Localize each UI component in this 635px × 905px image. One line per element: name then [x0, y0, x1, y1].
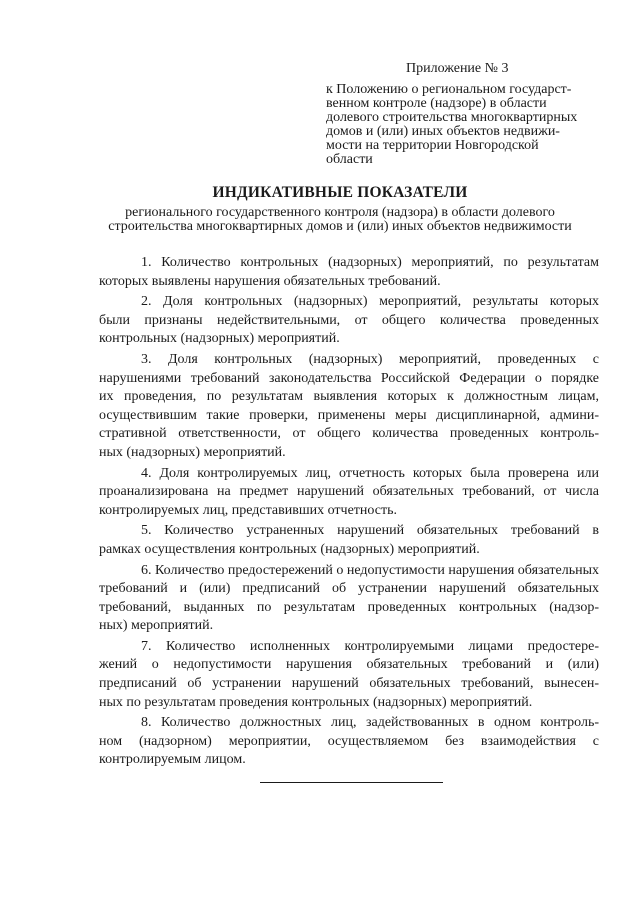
text-line: 7. Количество исполненных контролируемыми лицами предостере- [141, 638, 599, 654]
text-line: были признаны недействительными, от общего количества проведенных [99, 312, 599, 328]
text-line: контролируемых лиц, представивших отчетность. [99, 502, 397, 518]
appendix-line: долевого строительства многоквартирных [326, 110, 578, 125]
text-line: контрольных (надзорных) мероприятий. [99, 331, 340, 347]
end-divider [260, 782, 443, 783]
text-line: рамках осуществления контрольных (надзорных) мероприятий. [99, 541, 480, 557]
appendix-title: Приложение № 3 [406, 61, 509, 76]
indicator-item-2 [99, 293, 599, 349]
appendix-line: венном контроле (надзоре) в области [326, 96, 547, 111]
indicator-item-8 [99, 714, 599, 770]
indicator-item-4 [99, 465, 599, 521]
text-line: ном (надзорном) мероприятии, осуществляемом без взаимодействия с [99, 733, 599, 749]
appendix-line: к Положению о региональном государст- [326, 82, 572, 97]
document-subheading [40, 206, 635, 234]
text-line: предписаний об устранении нарушений обязательных требований, вынесен- [99, 676, 599, 692]
text-line: ных) мероприятий. [99, 618, 214, 634]
text-line: их проведения, по результатам выявления которых к должностным лицам, [99, 389, 599, 405]
text-line: требований, выданных по результатам проведенных контрольных (надзор- [99, 599, 599, 615]
text-line: проанализирована на предмет нарушений обязательных требований, от числа [99, 484, 599, 500]
indicator-item-3 [99, 351, 599, 463]
text-line: 1. Количество контрольных (надзорных) мероприятий, по результатам [141, 255, 599, 270]
text-line: 2. Доля контрольных (надзорных) мероприятий, результаты которых [141, 294, 599, 310]
text-line: 5. Количество устраненных нарушений обязательных требований в [141, 523, 599, 539]
indicator-item-7 [99, 638, 599, 712]
text-line: ных по результатам проведения контрольных (надзорных) мероприятий. [99, 694, 533, 710]
text-line: ных (надзорных) мероприятий. [99, 444, 286, 460]
subheading-line: строительства многоквартирных домов и (или) иных объектов недвижимости [108, 219, 572, 234]
document-heading: ИНДИКАТИВНЫЕ ПОКАЗАТЕЛИ [212, 184, 468, 201]
text-line: контролируемым лицом. [99, 752, 246, 768]
text-line: нарушениями требований законодательства Российской Федерации о порядке [99, 370, 599, 386]
appendix-line: мости на территории Новгородской [326, 138, 539, 153]
indicators-list [99, 254, 599, 772]
text-line: осуществившим такие проверки, применены меры дисциплинарной, админи- [99, 407, 599, 423]
appendix-block [326, 62, 596, 167]
text-line: жений о недопустимости нарушения обязательных требований и (или) [99, 657, 599, 673]
indicator-item-1 [99, 254, 599, 291]
text-line: 8. Количество должностных лиц, задействованных в одном контроль- [141, 715, 599, 731]
appendix-line: домов и (или) иных объектов недвижи- [326, 124, 560, 139]
indicator-item-5 [99, 522, 599, 559]
appendix-line: области [326, 152, 373, 167]
text-line: стративной ответственности, от общего количества проведенных контроль- [99, 426, 599, 442]
text-line: 3. Доля контрольных (надзорных) мероприятий, проведенных с [141, 351, 599, 367]
text-line: 6. Количество предостережений о недопустимости нарушения обязательных [141, 562, 599, 578]
indicator-item-6 [99, 562, 599, 636]
text-line: которых выявлены нарушения обязательных требований. [99, 273, 441, 289]
text-line: 4. Доля контролируемых лиц, отчетность которых была проверена или [141, 465, 599, 481]
text-line: требований и (или) предписаний об устранении нарушений обязательных [99, 581, 599, 597]
subheading-line: регионального государственного контроля (надзора) в области долевого [125, 205, 555, 220]
